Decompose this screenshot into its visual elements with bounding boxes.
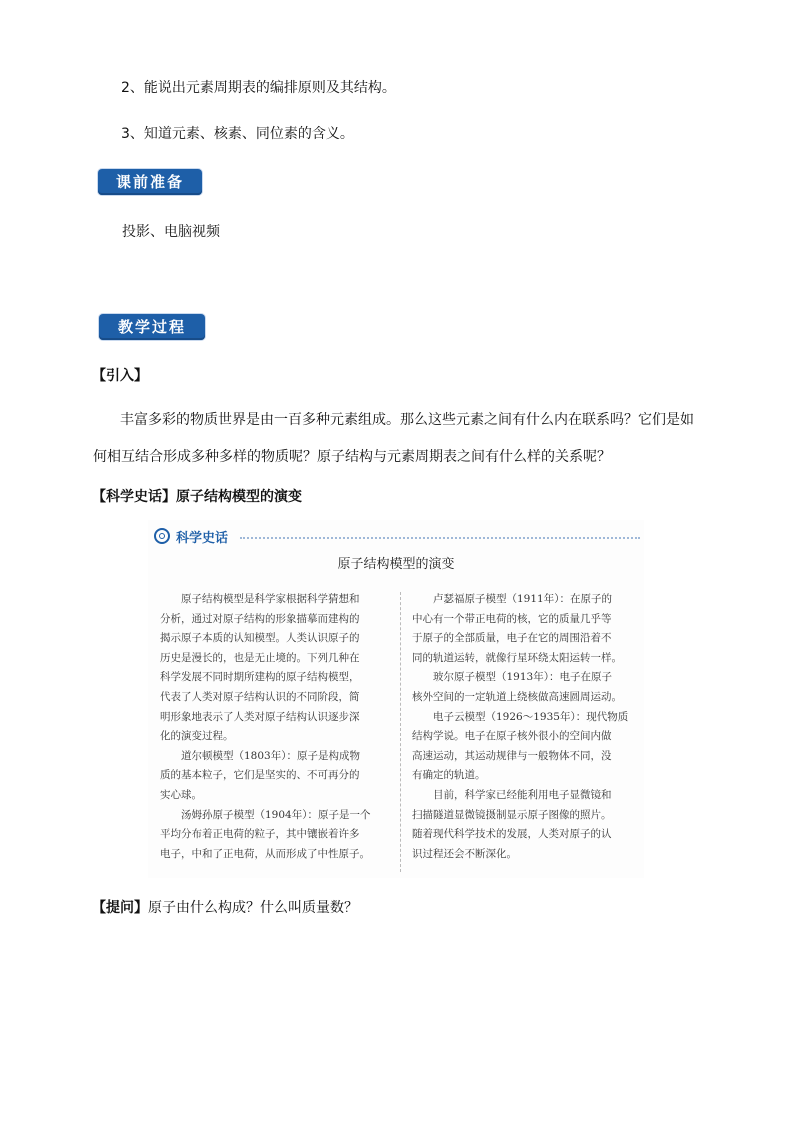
intro-line-1: 丰富多彩的物质世界是由一百多种元素组成。那么这些元素之间有什么内在联系吗？它们是如 xyxy=(120,412,694,428)
magnifier-icon xyxy=(154,528,170,544)
figure-left-column xyxy=(160,590,370,864)
right-line: 随着现代科学技术的发展，人类对原子的认 xyxy=(412,828,612,841)
section-badge-process: 教学过程 xyxy=(99,314,205,340)
left-line: 代表了人类对原子结构认识的不同阶段，简 xyxy=(160,690,360,703)
left-line: 分析，通过对原子结构的形象描摹而建构的 xyxy=(160,612,360,625)
left-line: 道尔顿模型（1803年）：原子是构成物 xyxy=(160,749,360,762)
left-line: 实心球。 xyxy=(160,788,202,801)
figure-title: 原子结构模型的演变 xyxy=(337,557,455,572)
left-line: 揭示原子本质的认知模型。人类认识原子的 xyxy=(160,632,360,645)
right-line: 中心有一个带正电荷的核，它的质量几乎等 xyxy=(412,612,612,625)
right-line: 识过程还会不断深化。 xyxy=(412,847,517,860)
right-line: 玻尔原子模型（1913年）：电子在原子 xyxy=(412,671,612,684)
objective-3: 3、知道元素、核素、同位素的含义。 xyxy=(121,126,354,142)
right-line: 有确定的轨道。 xyxy=(412,769,486,782)
right-line: 卢瑟福原子模型（1911年）：在原子的 xyxy=(412,593,612,605)
figure-right-column xyxy=(412,590,628,864)
question-text: 原子由什么构成？什么叫质量数？ xyxy=(148,900,358,916)
prep-text: 投影、电脑视频 xyxy=(122,224,220,240)
left-line: 明形象地表示了人类对原子结构认识逐步深 xyxy=(160,710,360,723)
header-wave-divider xyxy=(240,537,640,539)
history-figure xyxy=(148,520,644,878)
right-line: 电子云模型（1926～1935年）：现代物质 xyxy=(412,710,629,723)
question-heading: 【提问】 xyxy=(92,900,148,916)
right-line: 核外空间的一定轨道上绕核做高速圆周运动。 xyxy=(412,690,622,703)
figure-label: 科学史话 xyxy=(176,531,229,546)
left-line: 平均分布着正电荷的粒子，其中镶嵌着许多 xyxy=(160,828,360,841)
history-heading: 【科学史话】原子结构模型的演变 xyxy=(92,489,302,505)
right-line: 同的轨道运转，就像行星环绕太阳运转一样。 xyxy=(412,651,622,664)
section-badge-prep: 课前准备 xyxy=(98,169,202,195)
right-line: 扫描隧道显微镜摄制显示原子图像的照片。 xyxy=(412,808,612,821)
right-line: 于原子的全部质量，电子在它的周围沿着不 xyxy=(412,632,612,645)
column-divider xyxy=(400,592,401,872)
left-line: 化的演变过程。 xyxy=(160,730,234,743)
right-line: 目前，科学家已经能利用电子显微镜和 xyxy=(412,788,612,801)
left-line: 原子结构模型是科学家根据科学猜想和 xyxy=(160,593,360,605)
left-line: 质的基本粒子，它们是坚实的、不可再分的 xyxy=(160,769,360,782)
left-line: 汤姆孙原子模型（1904年）：原子是一个 xyxy=(160,808,371,821)
left-line: 历史是漫长的，也是无止境的。下列几种在 xyxy=(160,651,360,664)
left-line: 科学发展不同时期所建构的原子结构模型， xyxy=(160,671,360,684)
intro-paragraph xyxy=(93,402,720,476)
objective-2: 2、能说出元素周期表的编排原则及其结构。 xyxy=(121,80,396,96)
right-line: 高速运动，其运动规律与一般物体不同，没 xyxy=(412,749,612,762)
left-line: 电子，中和了正电荷，从而形成了中性原子。 xyxy=(160,847,370,860)
intro-line-2: 何相互结合形成多种多样的物质呢？原子结构与元素周期表之间有什么样的关系呢？ xyxy=(93,449,611,465)
intro-heading: 【引入】 xyxy=(92,368,148,384)
question-line xyxy=(92,898,358,918)
right-line: 结构学说。电子在原子核外很小的空间内做 xyxy=(412,730,612,743)
